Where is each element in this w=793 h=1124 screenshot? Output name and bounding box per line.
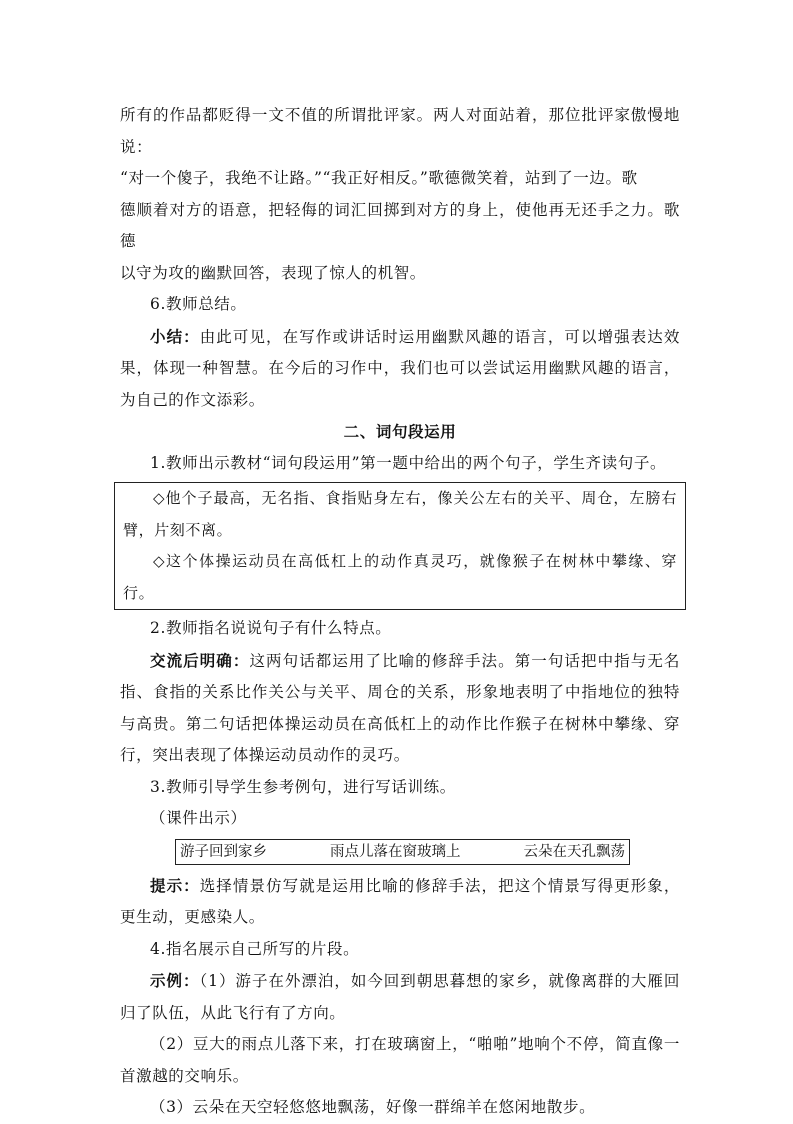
step-3: 3.教师引导学生参考例句，进行写话训练。 bbox=[150, 777, 456, 796]
sentence-1: ◇他个子最高，无名指、食指贴身左右，像关公左右的关平、周仓，左膀右臂，片刻不离。 bbox=[123, 489, 677, 539]
scene-box-wrapper bbox=[120, 839, 680, 865]
sentence-box bbox=[114, 482, 686, 610]
sentence-2: ◇这个体操运动员在高低杠上的动作真灵巧，就像猴子在树林中攀缘、穿行。 bbox=[123, 552, 677, 602]
summary-label: 小结： bbox=[150, 326, 200, 346]
paragraph-line: 所有的作品都贬得一文不值的所谓批评家。两人对面站着，那位批评家傲慢地说： bbox=[120, 106, 680, 156]
example-2: （2）豆大的雨点儿落下来，打在玻璃窗上，“啪啪”地响个不停，简直像一首激越的交响乐。 bbox=[120, 1035, 680, 1085]
section-title: 二、词句段运用 bbox=[343, 422, 457, 441]
step-6: 6.教师总结。 bbox=[150, 295, 247, 313]
step-4: 4.指名展示自己所写的片段。 bbox=[150, 939, 360, 958]
exchange-label: 交流后明确： bbox=[150, 650, 250, 670]
scene-box bbox=[175, 839, 630, 865]
example-1 bbox=[120, 965, 680, 1029]
step-2: 2.教师指名说说句子有什么特点。 bbox=[150, 619, 392, 637]
scene-item: 云朵在天孔飘荡 bbox=[523, 843, 625, 860]
example-label: 示例： bbox=[150, 971, 200, 990]
tip-text: 选择情景仿写就是运用比喻的修辞手法，把这个情景写得更形象，更生动，更感染人。 bbox=[120, 876, 680, 926]
tip-paragraph bbox=[120, 870, 680, 934]
goethe-paragraph bbox=[120, 100, 680, 289]
document-page bbox=[120, 100, 680, 1124]
tip-label: 提示： bbox=[150, 875, 200, 895]
paragraph-line: 以守为攻的幽默回答，表现了惊人的机智。 bbox=[120, 263, 426, 282]
paragraph-line: 德顺着对方的语意，把轻侮的词汇回掷到对方的身上，使他再无还手之力。歌德 bbox=[120, 200, 680, 250]
scene-item: 游子回到家乡 bbox=[180, 843, 267, 860]
example-text: （1）游子在外漂泊，如今回到朝思暮想的家乡，就像离群的大雁回归了队伍，从此飞行有了方向。 bbox=[120, 972, 680, 1022]
exchange-paragraph bbox=[120, 645, 680, 772]
scene-item: 雨点儿落在窗玻璃上 bbox=[330, 843, 461, 860]
paragraph-line: “对一个傻子，我绝不让路。”“我正好相反。”歌德微笑着，站到了一边。歌 bbox=[120, 169, 638, 187]
example-3: （3）云朵在天空轻悠悠地飘荡，好像一群绵羊在悠闲地散步。 bbox=[150, 1098, 596, 1116]
summary-text: 由此可见，在写作或讲话时运用幽默风趣的语言，可以增强表达效果，体现一种智慧。在今后的习作中，我们也可以尝试运用幽默风趣的语言，为自己的作文添彩。 bbox=[120, 327, 680, 409]
exchange-text: 这两句话都运用了比喻的修辞手法。第一句话把中指与无名指、食指的关系比作关公与关平、周仓的关系，形象地表明了中指地位的独特与高贵。第二句话把体操运动员在高低杠上的动作比作猴子在树林中攀缘、穿行，突出表现了体操运动员动作的灵巧。 bbox=[120, 651, 680, 764]
summary-paragraph bbox=[120, 321, 680, 417]
step-1: 1.教师出示教材“词句段运用”第一题中给出的两个句子，学生齐读句子。 bbox=[150, 453, 667, 472]
courseware-note: （课件出示） bbox=[150, 809, 247, 827]
